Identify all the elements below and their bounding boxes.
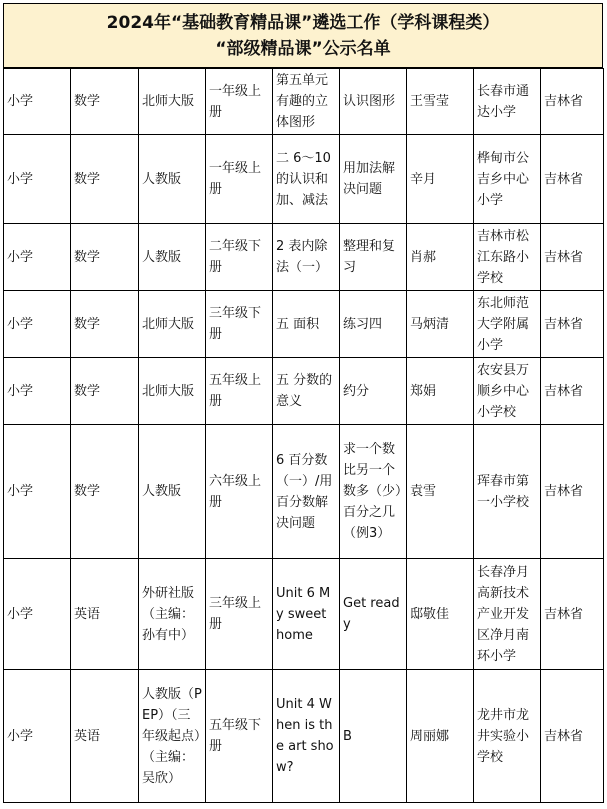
- cell-teacher: 马炳清: [407, 291, 474, 358]
- cell-stage: 小学: [4, 69, 71, 135]
- cell-edition: 人教版: [139, 135, 206, 224]
- cell-lesson: 求一个数比另一个数多（少）百分之几（例3）: [340, 425, 407, 559]
- cell-stage: 小学: [4, 135, 71, 224]
- cell-lesson: 用加法解决问题: [340, 135, 407, 224]
- cell-school: 东北师范大学附属小学: [474, 291, 541, 358]
- cell-unit: Unit 6 My sweet home: [273, 559, 340, 670]
- cell-unit: 6 百分数（一）/用百分数解决问题: [273, 425, 340, 559]
- cell-province: 吉林省: [541, 69, 604, 135]
- cell-grade: 三年级上册: [206, 559, 273, 670]
- cell-lesson: 约分: [340, 358, 407, 425]
- cell-subject: 数学: [71, 135, 139, 224]
- table-row: [4, 291, 604, 358]
- cell-school: 农安县万顺乡中心小学校: [474, 358, 541, 425]
- cell-province: 吉林省: [541, 358, 604, 425]
- cell-teacher: 邸敬佳: [407, 559, 474, 670]
- cell-unit: 二 6～10的认识和加、减法: [273, 135, 340, 224]
- cell-stage: 小学: [4, 425, 71, 559]
- cell-school: 长春市通达小学: [474, 69, 541, 135]
- cell-school: 龙井市龙井实验小学校: [474, 670, 541, 803]
- cell-edition: 人教版: [139, 425, 206, 559]
- cell-lesson: 认识图形: [340, 69, 407, 135]
- cell-school: 珲春市第一小学校: [474, 425, 541, 559]
- cell-unit: 2 表内除法（一）: [273, 224, 340, 291]
- cell-subject: 数学: [71, 291, 139, 358]
- table-row: [4, 358, 604, 425]
- cell-lesson: Get ready: [340, 559, 407, 670]
- cell-province: 吉林省: [541, 670, 604, 803]
- cell-stage: 小学: [4, 291, 71, 358]
- cell-subject: 英语: [71, 559, 139, 670]
- cell-edition: 北师大版: [139, 291, 206, 358]
- table-row: [4, 559, 604, 670]
- cell-stage: 小学: [4, 224, 71, 291]
- cell-lesson: 练习四: [340, 291, 407, 358]
- cell-stage: 小学: [4, 559, 71, 670]
- cell-grade: 一年级上册: [206, 69, 273, 135]
- cell-unit: Unit 4 When is the art show?: [273, 670, 340, 803]
- cell-subject: 数学: [71, 425, 139, 559]
- cell-teacher: 袁雪: [407, 425, 474, 559]
- cell-teacher: 肖郝: [407, 224, 474, 291]
- table-title: [3, 3, 603, 68]
- course-list-table: [3, 68, 604, 803]
- cell-lesson: B: [340, 670, 407, 803]
- cell-grade: 六年级上册: [206, 425, 273, 559]
- cell-subject: 数学: [71, 69, 139, 135]
- cell-teacher: 郑娟: [407, 358, 474, 425]
- title-line-2: “部级精品课”公示名单: [215, 39, 391, 59]
- cell-school: 桦甸市公吉乡中心小学: [474, 135, 541, 224]
- cell-subject: 英语: [71, 670, 139, 803]
- cell-teacher: 辛月: [407, 135, 474, 224]
- cell-unit: 第五单元有趣的立体图形: [273, 69, 340, 135]
- cell-teacher: 王雪莹: [407, 69, 474, 135]
- cell-school: 长春净月高新技术产业开发区净月南环小学: [474, 559, 541, 670]
- cell-edition: 外研社版（主编：孙有中）: [139, 559, 206, 670]
- cell-teacher: 周丽娜: [407, 670, 474, 803]
- cell-grade: 五年级下册: [206, 670, 273, 803]
- cell-stage: 小学: [4, 358, 71, 425]
- cell-edition: 人教版（PEP）（三年级起点）（主编：吴欣）: [139, 670, 206, 803]
- cell-subject: 数学: [71, 224, 139, 291]
- table-row: [4, 224, 604, 291]
- cell-edition: 北师大版: [139, 69, 206, 135]
- table-row: [4, 670, 604, 803]
- cell-edition: 人教版: [139, 224, 206, 291]
- cell-grade: 五年级上册: [206, 358, 273, 425]
- cell-province: 吉林省: [541, 425, 604, 559]
- cell-province: 吉林省: [541, 291, 604, 358]
- title-line-1: 2024年“基础教育精品课”遴选工作（学科课程类）: [106, 13, 500, 33]
- cell-grade: 一年级上册: [206, 135, 273, 224]
- cell-province: 吉林省: [541, 135, 604, 224]
- cell-stage: 小学: [4, 670, 71, 803]
- cell-province: 吉林省: [541, 224, 604, 291]
- table-row: [4, 69, 604, 135]
- cell-province: 吉林省: [541, 559, 604, 670]
- cell-lesson: 整理和复习: [340, 224, 407, 291]
- cell-unit: 五 面积: [273, 291, 340, 358]
- cell-edition: 北师大版: [139, 358, 206, 425]
- cell-unit: 五 分数的意义: [273, 358, 340, 425]
- table-row: [4, 135, 604, 224]
- cell-school: 吉林市松江东路小学校: [474, 224, 541, 291]
- table-row: [4, 425, 604, 559]
- cell-grade: 二年级下册: [206, 224, 273, 291]
- cell-grade: 三年级下册: [206, 291, 273, 358]
- cell-subject: 数学: [71, 358, 139, 425]
